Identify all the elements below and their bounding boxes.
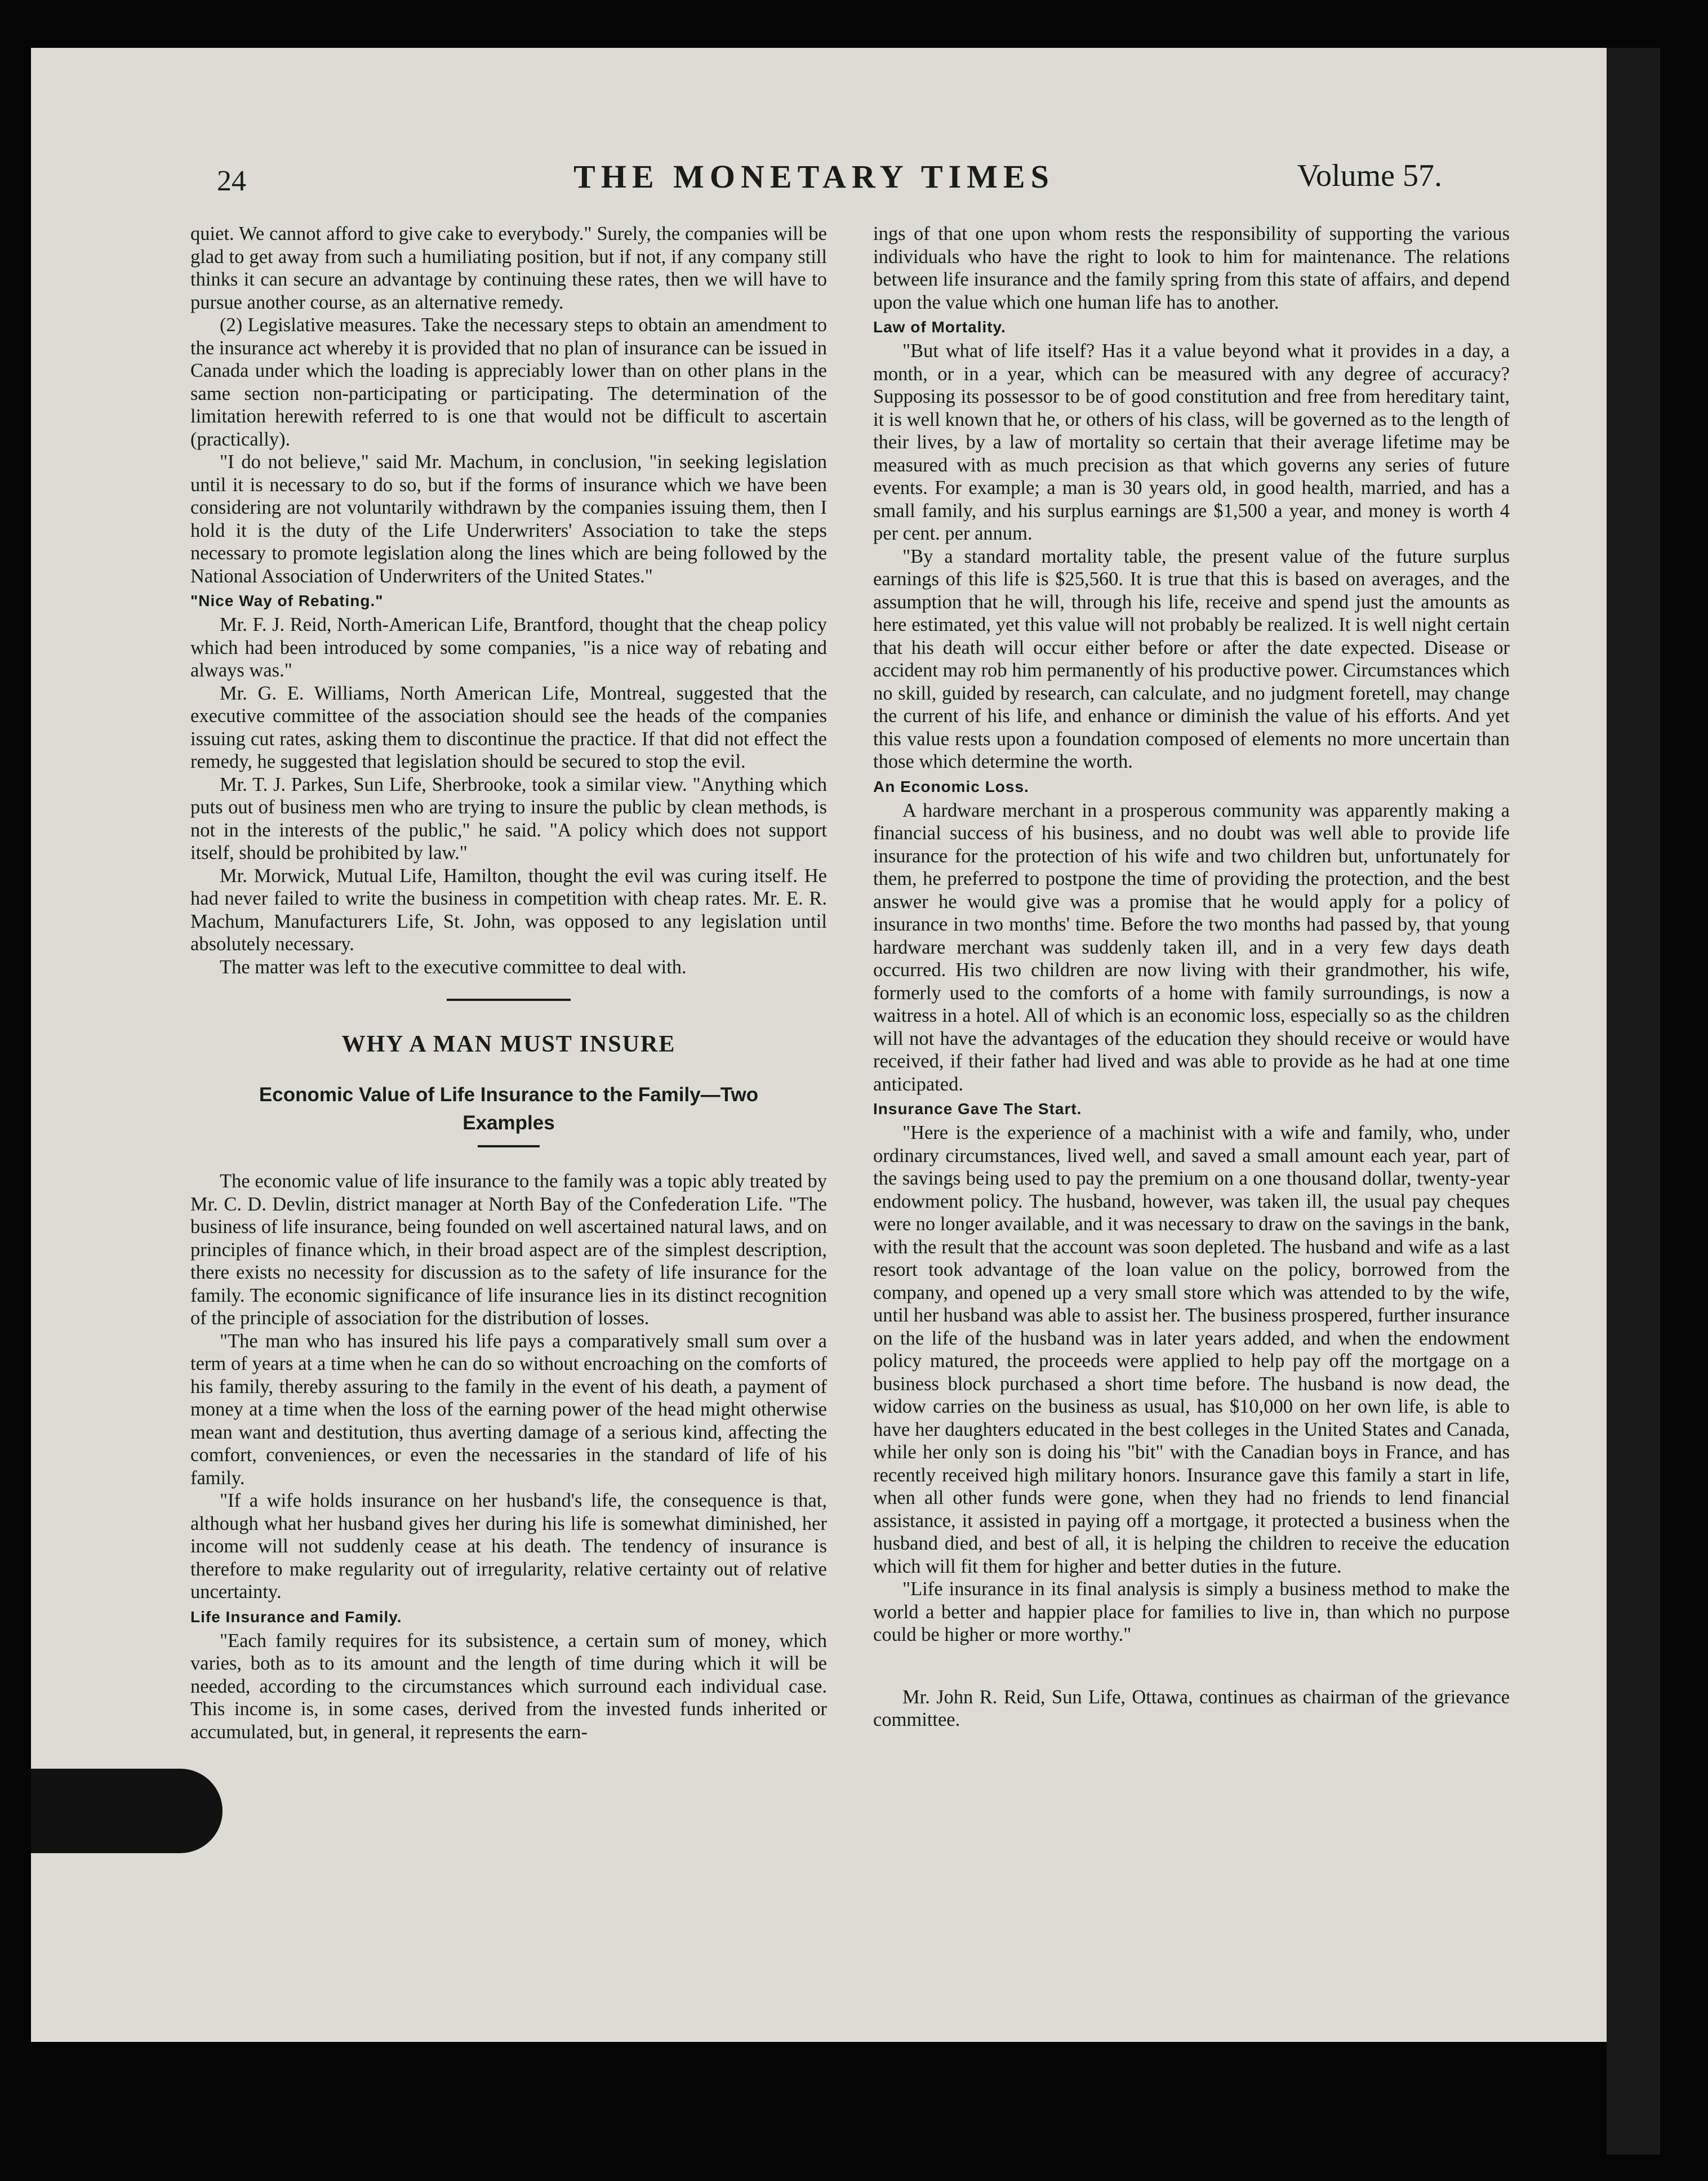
subhead-mortality: Law of Mortality. — [873, 318, 1006, 336]
right-column — [873, 222, 1510, 1732]
paragraph: "Each family requires for its subsistence, a certain sum of money, which varies, both as to its amount and the length of time during which it will be needed, according to the circumstances which surround each individual case. This income is, in some cases, derived from the invested funds inherited or accumulated, but, in general, it represents the earn- — [190, 1630, 827, 1743]
subhead-family: Life Insurance and Family. — [190, 1608, 402, 1626]
thumb-shadow — [31, 1769, 223, 1853]
paragraph: Mr. T. J. Parkes, Sun Life, Sherbrooke, took a similar view. "Anything which puts out of business men who are trying to insure the public by clean methods, is not in the interests of the public," he said. "A policy which does not support itself, should be prohibited by law." — [190, 773, 827, 864]
page-header — [186, 158, 1442, 208]
paragraph: The matter was left to the executive committee to deal with. — [220, 956, 687, 978]
volume-label: Volume 57. — [1297, 158, 1442, 193]
paragraph: "I do not believe," said Mr. Machum, in conclusion, "in seeking legislation until it is necessary to do so, but if the forms of insurance which we have been considering are not voluntarily withdrawn by the companies issuing them, then I hold it is the duty of the Life Underwriters' Association to take the steps necessary to promote legislation along the lines which are being followed by the National Association of Underwriters of the United States." — [190, 451, 827, 587]
paragraph: "By a standard mortality table, the present value of the future surplus earnings of this life is $25,560. It is true that this is based on averages, and the assumption that he will, through his life, receive and spend just the amounts as here estimated, yet this value will not probably be realized. It is well night certain that his death will occur either before or after the date expected. Disease or accident may rob him permanently of his productive power. Circumstances which no skill, guided by research, can calculate, and no judgment foretell, may change the current of his life, and enhance or diminish the value of his efforts. And yet this value rests upon a foundation composed of elements no more uncertain than those which determine the worth. — [873, 545, 1510, 772]
page-number: 24 — [217, 165, 246, 197]
subhead-start: Insurance Gave The Start. — [873, 1100, 1082, 1118]
paragraph: "But what of life itself? Has it a value beyond what it provides in a day, a month, or in a year, which can be measured with any degree of accuracy? Supposing its possessor to be of good constitution and free from hereditary taint, it is well known that he, or others of his class, will be governed as to the length of their lives, by a law of mortality so certain that their average lifetime may be measured with as much precision as that which governs any series of future events. For example; a man is 30 years old, in good health, married, and has a small family, and his surplus earnings are $1,500 a year, and money is worth 4 per cent. per annum. — [873, 340, 1510, 544]
paragraph: quiet. We cannot afford to give cake to everybody." Surely, the companies will be glad to get away from such a humiliating position, but if not, if any company still thinks it can secure an advantage by continuing these rates, then we will have to pursue another course, as an alternative remedy. — [190, 223, 827, 313]
title-divider — [478, 1145, 540, 1147]
paragraph: Mr. G. E. Williams, North American Life, Montreal, suggested that the executive committee of the association should see the heads of the companies issuing cut rates, asking them to discontinue the practice. If that did not effect the remedy, he suggested that legislation should be secured to stop the evil. — [190, 682, 827, 772]
subhead-economic-loss: An Economic Loss. — [873, 777, 1029, 795]
paragraph: ings of that one upon whom rests the responsibility of supporting the various individuals who have the right to look to him for maintenance. The relations between life insurance and the family spring from this state of affairs, and depend upon the value which one human life has to another. — [873, 223, 1510, 313]
paragraph: A hardware merchant in a prosperous community was apparently making a financial success of his business, and no doubt was well able to provide life insurance for the protection of his wife and two children but, unfortunately for them, he preferred to postpone the time of providing the protection, and the best answer he would give was a promise that he would apply for a policy of insurance in two months' time. Before the two months had passed by, that young hardware merchant was suddenly taken ill, and in a very few days death occurred. His two children are now living with their grandmother, his wife, formerly used to the comforts of a home with family surroundings, is now a waitress in a hotel. All of which is an economic loss, especially so as the children will not have the advantages of the education they should receive or would have received, if their father had lived and was able to provide as he had at one time anticipated. — [873, 799, 1510, 1095]
article-title: WHY A MAN MUST INSURE — [341, 1031, 676, 1057]
section-divider — [447, 999, 571, 1001]
subhead-rebating: "Nice Way of Rebating." — [190, 592, 384, 609]
left-column — [190, 222, 827, 1743]
article-subtitle: Economic Value of Life Insurance to the Family—Two Examples — [259, 1084, 759, 1134]
paragraph: "Life insurance in its final analysis is simply a business method to make the world a better and happier place for families to live in, than which no purpose could be higher or more worthy." — [873, 1578, 1510, 1645]
paragraph: "Here is the experience of a machinist with a wife and family, who, under ordinary circumstances, lived well, and saved a small amount each year, part of the savings being used to pay the premium on a one thousand dollar, twenty-year endowment policy. The husband, however, was taken ill, the usual pay cheques were no longer available, and it was necessary to draw on the savings in the bank, with the result that the account was soon depleted. The husband and wife as a last resort took advantage of the loan value on the policy, borrowed from the company, and opened up a very small store which was attended to by the wife, until her husband was able to assist her. The business prospered, further insurance on the life of the husband was in later years added, and when the endowment policy matured, the proceeds were applied to help pay off the mortgage on a business block purchased a short time before. The husband is now dead, the widow carries on the business as usual, has $10,000 on her own life, is able to have her daughters educated in the best colleges in the United States and Canada, while her only son is doing his "bit" with the Canadian boys in France, and has recently received high military honors. Insurance gave this family a start in life, when all other funds were gone, when they had no friends to lend financial assistance, it assisted in paying off a mortgage, it protected a business when the husband died, and best of all, it is helping the children to receive the education which will fit them for higher and better duties in the future. — [873, 1122, 1510, 1577]
paragraph: Mr. F. J. Reid, North-American Life, Brantford, thought that the cheap policy which had been introduced by some companies, "is a nice way of rebating and always was." — [190, 614, 827, 681]
footnote: Mr. John R. Reid, Sun Life, Ottawa, continues as chairman of the grievance committee. — [873, 1686, 1510, 1730]
journal-title: THE MONETARY TIMES — [573, 158, 1055, 195]
book-gutter — [1607, 48, 1660, 2155]
paragraph: "If a wife holds insurance on her husband's life, the consequence is that, although what her husband gives her during his life is somewhat diminished, her income will not suddenly cease at his death. The tendency of insurance is therefore to make regularity out of irregularity, relative certainty out of relative uncertainty. — [190, 1490, 827, 1603]
paragraph: The economic value of life insurance to the family was a topic ably treated by Mr. C. D. Devlin, district manager at North Bay of the Confederation Life. "The business of life insurance, being founded on well ascertained natural laws, and on principles of finance which, in their broad aspect are of the simplest description, there exists no necessity for discussion as to the safety of life insurance for the family. The economic significance of life insurance lies in its distinct recognition of the principle of association for the distribution of losses. — [190, 1170, 827, 1329]
paragraph: (2) Legislative measures. Take the necessary steps to obtain an amendment to the insurance act whereby it is provided that no plan of insurance can be issued in Canada under which the loading is appreciably lower than on other plans in the same section non-participating or participating. The determination of the limitation herewith referred to is one that would not be difficult to ascertain (practically). — [190, 314, 827, 450]
paragraph: Mr. Morwick, Mutual Life, Hamilton, thought the evil was curing itself. He had never failed to write the business in competition with cheap rates. Mr. E. R. Machum, Manufacturers Life, St. John, was opposed to any legislation until absolutely necessary. — [190, 865, 827, 955]
paragraph: "The man who has insured his life pays a comparatively small sum over a term of years at a time when he can do so without encroaching on the comforts of his family, thereby assuring to the family in the event of his death, a payment of money at a time when the loss of the earning power of the head might otherwise mean want and destitution, thus averting damage of a serious kind, affecting the comfort, conveniences, or even the necessaries in the standard of life of his family. — [190, 1330, 827, 1489]
